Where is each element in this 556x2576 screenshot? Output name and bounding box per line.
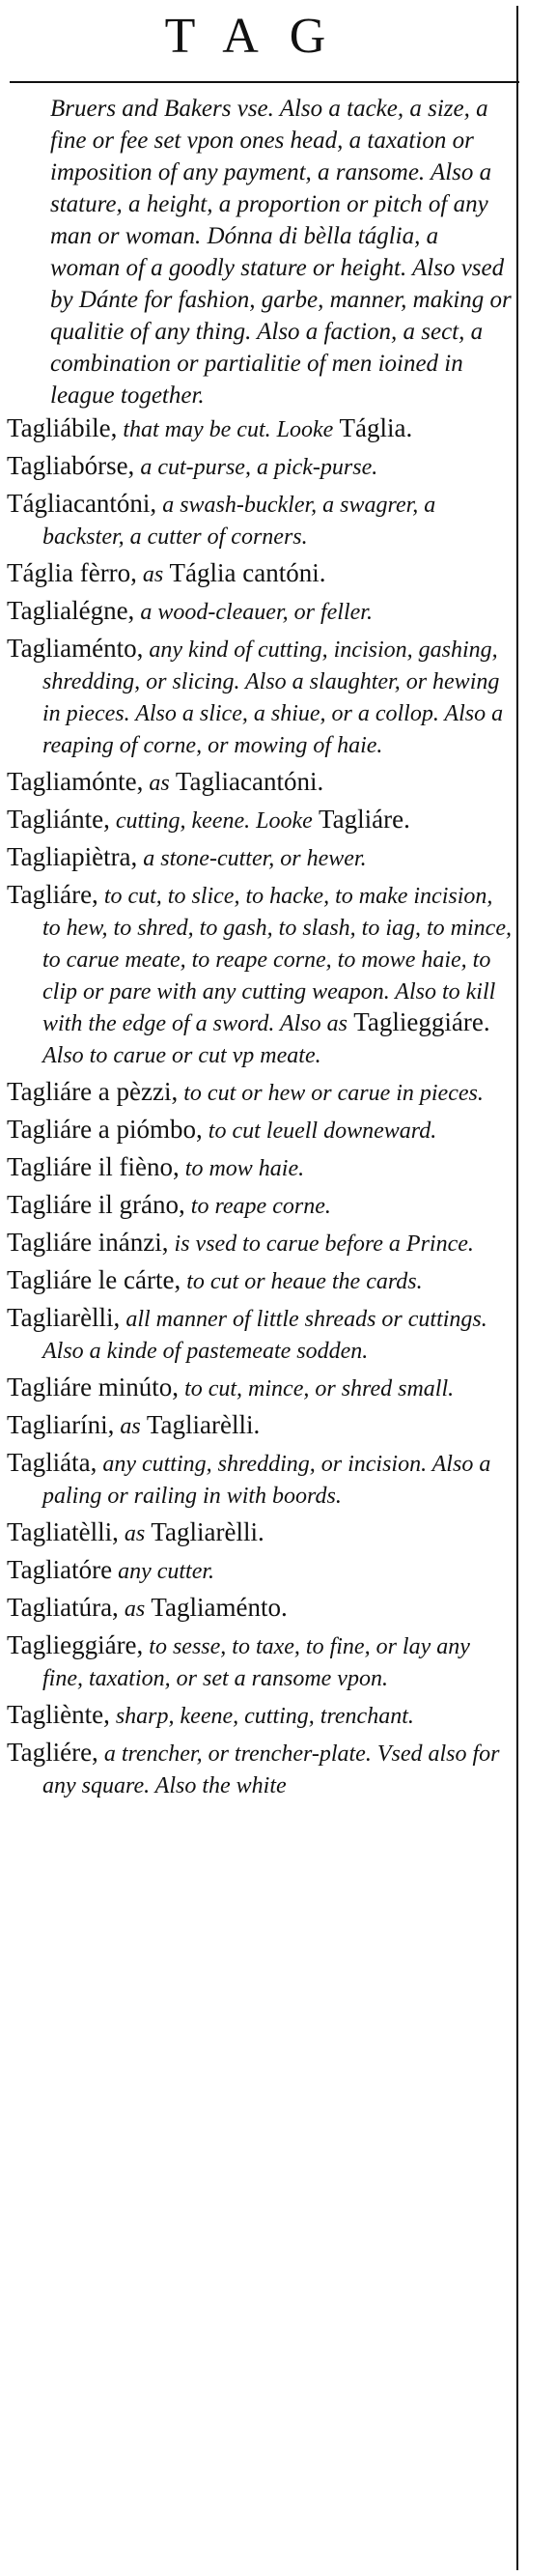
dictionary-entry xyxy=(0,1448,513,1512)
entry-headword: Tagliáre il fièno, xyxy=(7,1152,180,1181)
entry-headword: Tagliatóre xyxy=(7,1555,113,1584)
entry-headword: Tagliáre a piómbo, xyxy=(7,1115,203,1144)
entry-list xyxy=(0,413,513,1801)
entry-definition: to mow haie. xyxy=(179,1156,305,1181)
entry-headword: Tagliaménto, xyxy=(7,634,144,663)
dictionary-entry xyxy=(0,842,513,874)
entry-headword: Tagliapiètra, xyxy=(7,842,138,871)
page-header: TAG xyxy=(164,9,357,64)
entry-definition: that may be cut. Looke xyxy=(117,417,334,442)
entry-definition: a trencher, or trencher-plate. Vsed also for any square. Also the white xyxy=(42,1741,500,1798)
entry-definition: a stone-cutter, or hewer. xyxy=(137,846,367,871)
entry-headword: Tágliacantóni, xyxy=(7,489,157,518)
dictionary-entry xyxy=(0,451,513,483)
dictionary-entry xyxy=(0,1152,513,1184)
entry-headword: Tagliaríni, xyxy=(7,1410,115,1439)
entry-headword: Tagliáre, xyxy=(7,880,98,909)
header-rule xyxy=(10,81,519,83)
entry-headword: Tagliáre minúto, xyxy=(7,1373,180,1401)
entry-headword: Táglia fèrro, xyxy=(7,558,137,587)
entry-definition: any cutting, shredding, or incision. Also a paling or railing in with boords. xyxy=(42,1452,491,1509)
entry-headword: Tagliarèlli, xyxy=(7,1303,121,1332)
entry-definition: sharp, keene, cutting, trenchant. xyxy=(109,1704,414,1729)
entry-definition: all manner of little shreads or cuttings. Also a kinde of pastemeate sodden. xyxy=(42,1307,487,1364)
entry-headword: Tagliánte, xyxy=(7,805,110,834)
entry-headword: Tagliáre le cárte, xyxy=(7,1265,181,1294)
entry-definition-continued: Also to carue or cut vp meate. xyxy=(42,1043,321,1068)
entry-definition: is vsed to carue before a Prince. xyxy=(168,1231,474,1257)
column-rule xyxy=(516,6,518,2570)
dictionary-entry xyxy=(0,1700,513,1732)
entry-definition: as xyxy=(143,771,170,796)
entry-definition: to cut or hew or carue in pieces. xyxy=(178,1081,484,1106)
entry-definition: a cut-purse, a pick-purse. xyxy=(134,455,378,480)
entry-headword: Tagliabórse, xyxy=(7,451,135,480)
entry-headword: Tagliáta, xyxy=(7,1448,97,1477)
dictionary-entry xyxy=(0,805,513,836)
dictionary-entry xyxy=(0,1190,513,1222)
entry-definition: to cut, mince, or shred small. xyxy=(179,1376,455,1401)
entry-cross-reference: Tagliarèlli. xyxy=(140,1410,261,1439)
dictionary-entry xyxy=(0,489,513,552)
dictionary-entry xyxy=(0,1077,513,1109)
entry-definition: any kind of cutting, incision, gashing, shredding, or slicing. Also a slaughter, or hewing in pieces. Also a slice, a shiue, or a collop. Also a reaping of corne, or mowing of haie. xyxy=(42,637,504,758)
entry-headword: Tagliáre inánzi, xyxy=(7,1228,169,1257)
entry-cross-reference: Taglieggiáre. xyxy=(348,1007,490,1036)
entry-definition: as xyxy=(118,1521,146,1546)
entry-definition: a swash-buckler, a swagrer, a backster, a cutter of corners. xyxy=(42,493,436,550)
dictionary-entry xyxy=(0,1410,513,1442)
entry-definition: to sesse, to taxe, to fine, or lay any fine, taxation, or set a ransome vpon. xyxy=(42,1634,470,1691)
dictionary-entry xyxy=(0,1738,513,1801)
dictionary-entry xyxy=(0,413,513,445)
entry-definition: as xyxy=(136,562,164,587)
entry-definition: to cut or heaue the cards. xyxy=(181,1269,423,1294)
entry-headword: Taglialégne, xyxy=(7,596,135,625)
entry-headword: Tagliatèlli, xyxy=(7,1517,119,1546)
entry-cross-reference: Tagliáre. xyxy=(312,805,410,834)
entry-cross-reference: Tagliaménto. xyxy=(145,1593,288,1622)
dictionary-entry xyxy=(0,1115,513,1146)
dictionary-entry xyxy=(0,1265,513,1297)
dictionary-entry xyxy=(0,1630,513,1694)
entry-cross-reference: Tagliarèlli. xyxy=(145,1517,264,1546)
entry-headword: Tagliábile, xyxy=(7,413,118,442)
dictionary-entry xyxy=(0,767,513,799)
entry-definition: to reape corne. xyxy=(184,1194,331,1219)
dictionary-entry xyxy=(0,634,513,761)
dictionary-entry xyxy=(0,596,513,628)
entry-definition: cutting, keene. Looke xyxy=(109,808,313,834)
entry-headword: Tagliatúra, xyxy=(7,1593,119,1622)
dictionary-column xyxy=(0,93,513,1807)
dictionary-entry xyxy=(0,880,513,1071)
entry-headword: Tagliáre il gráno, xyxy=(7,1190,185,1219)
dictionary-entry xyxy=(0,1517,513,1549)
continued-definition: Bruers and Bakers vse. Also a tacke, a size, a fine or fee set vpon ones head, a taxation or imposition of any payment, a ransome. Also a stature, a height, a proportion or pitch of any man or woman. Dónna di bèlla táglia, a woman of a goodly stature or height. Also vsed by Dánte for fashion, garbe, manner, making or qualitie of any thing. Also a faction, a sect, a combination or partialitie of men ioined in league together. xyxy=(50,96,512,409)
dictionary-entry xyxy=(0,1555,513,1587)
entry-headword: Tagliére, xyxy=(7,1738,98,1767)
entry-headword: Tagliáre a pèzzi, xyxy=(7,1077,179,1106)
entry-definition: to cut leuell downeward. xyxy=(202,1118,437,1144)
entry-cross-reference: Táglia cantóni. xyxy=(163,558,326,587)
dictionary-entry xyxy=(0,1303,513,1367)
dictionary-entry xyxy=(0,1373,513,1404)
entry-definition: a wood-cleauer, or feller. xyxy=(134,600,373,625)
entry-headword: Tagliamónte, xyxy=(7,767,144,796)
entry-definition: to cut, to slice, to hacke, to make incision, to hew, to shred, to gash, to slash, to iag, to mince, to carue meate, to reape corne, to mowe haie, to clip or pare with any cutting weapon. Also to kill with the edge of a sword. Also as xyxy=(42,884,512,1036)
dictionary-entry xyxy=(0,1228,513,1260)
dictionary-entry xyxy=(0,1593,513,1625)
entry-cross-reference: Táglia. xyxy=(333,413,413,442)
entry-headword: Tagliènte, xyxy=(7,1700,110,1729)
entry-definition: as xyxy=(114,1414,141,1439)
entry-headword: Taglieggiáre, xyxy=(7,1630,144,1659)
entry-definition: any cutter. xyxy=(112,1559,215,1584)
entry-definition: as xyxy=(118,1597,146,1622)
dictionary-entry xyxy=(0,558,513,590)
entry-cross-reference: Tagliacantóni. xyxy=(169,767,324,796)
